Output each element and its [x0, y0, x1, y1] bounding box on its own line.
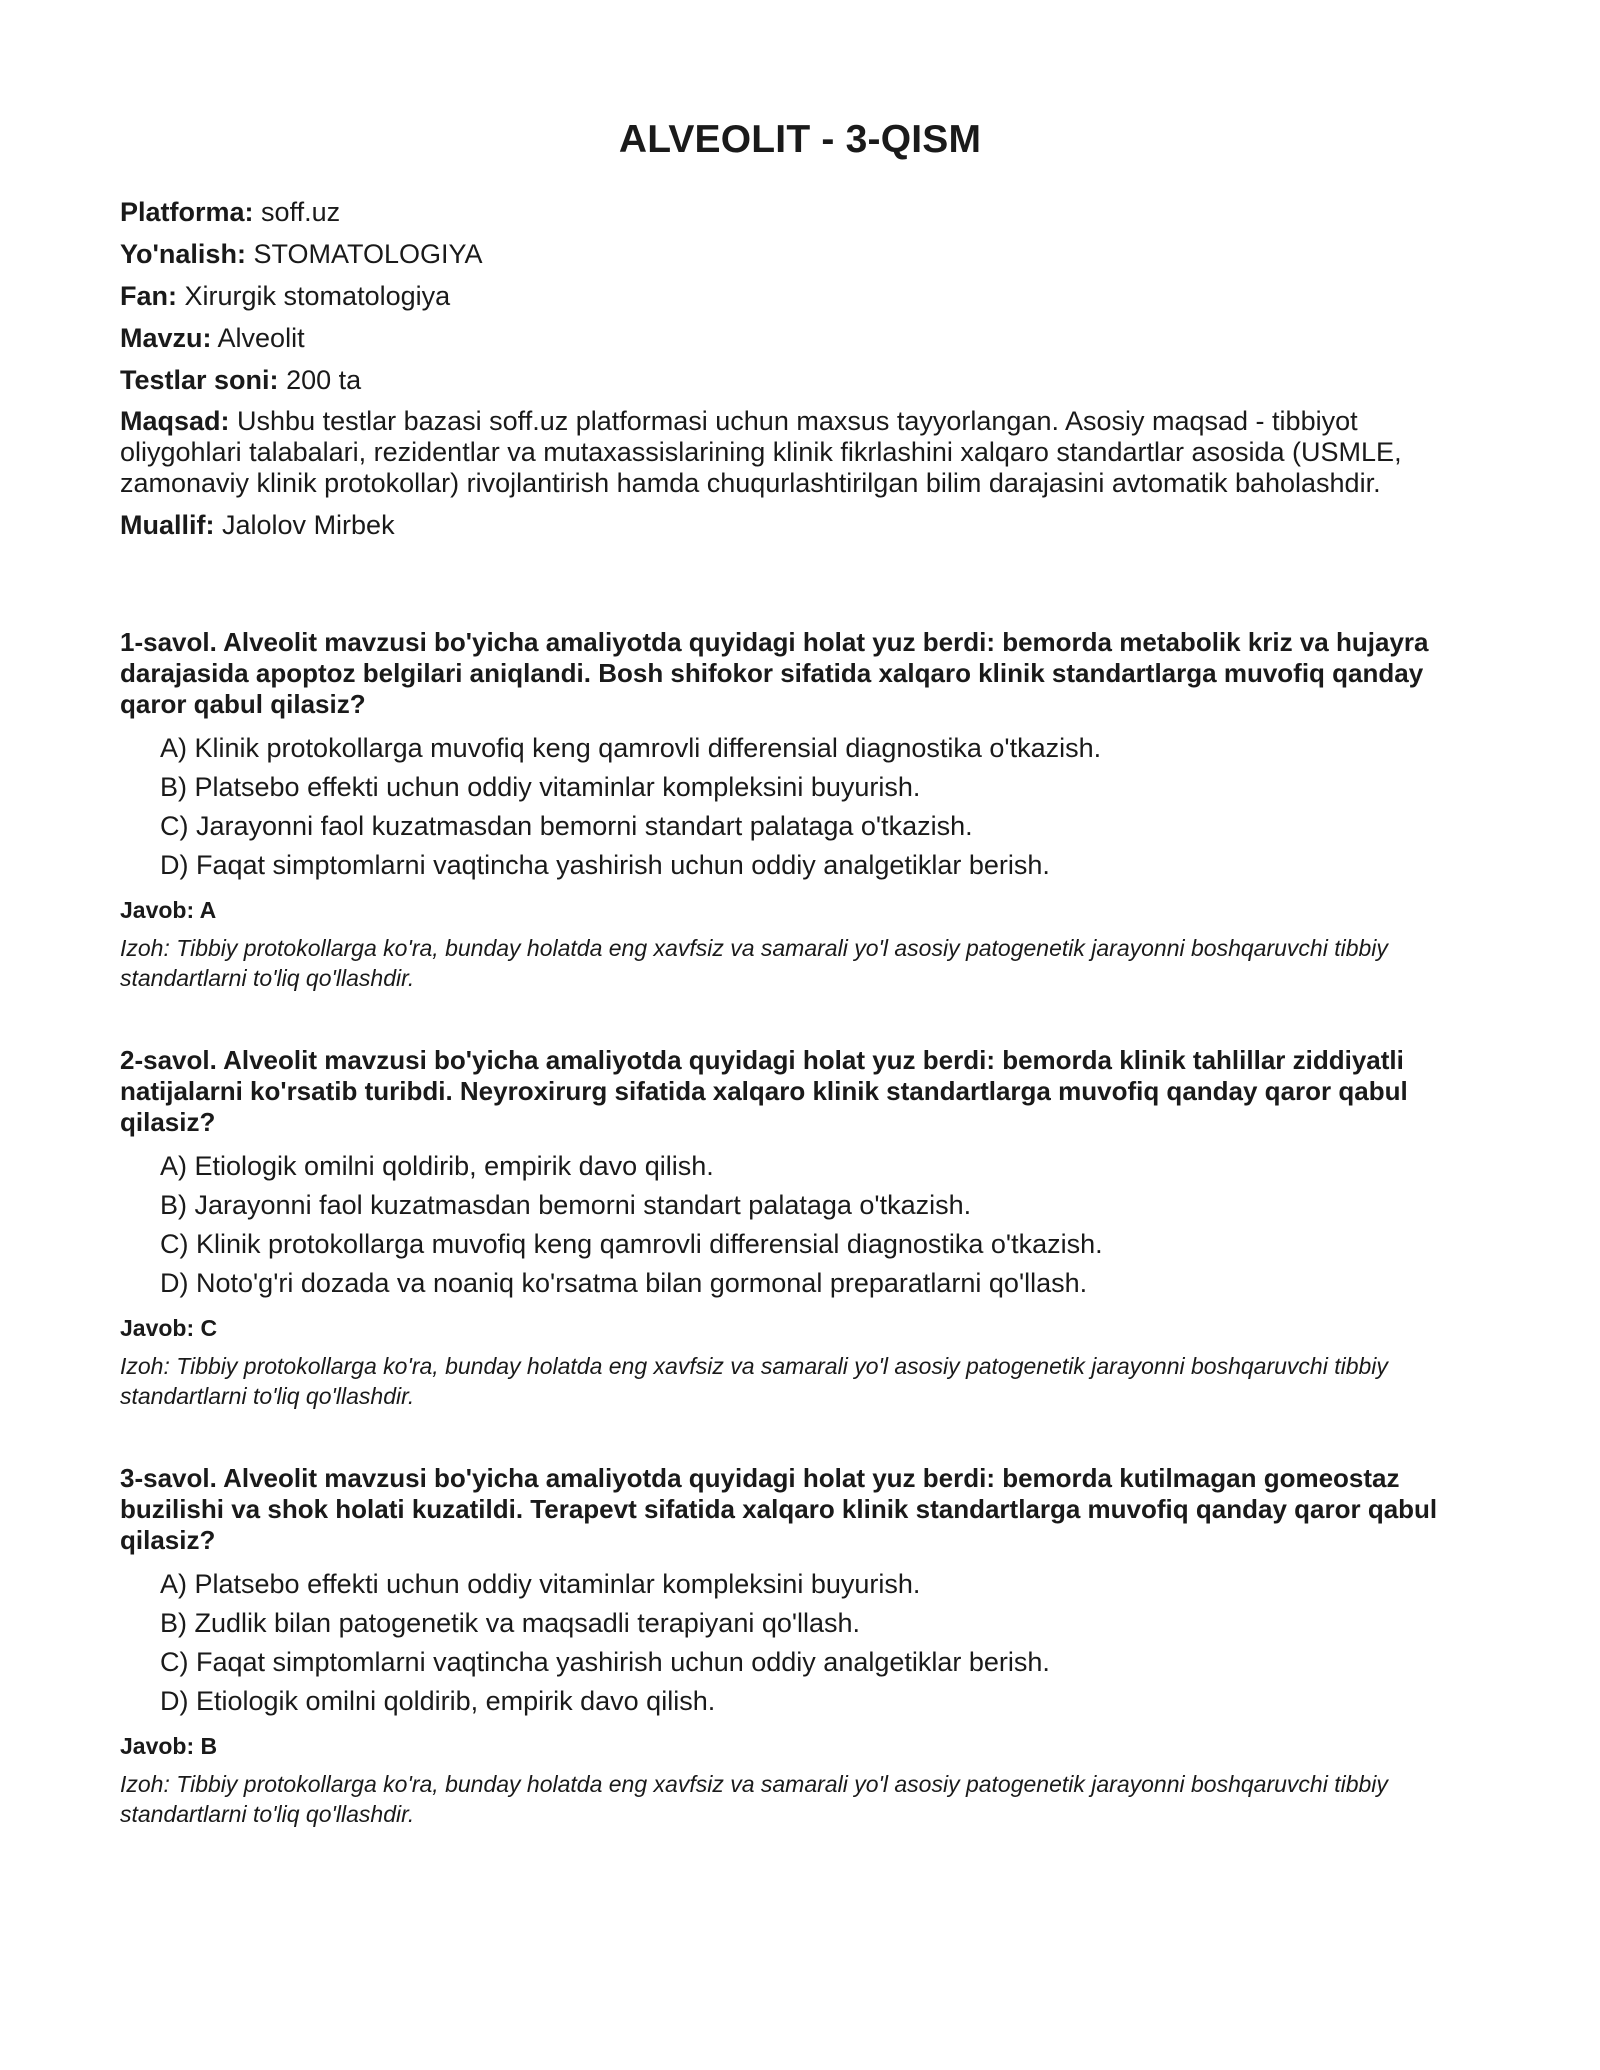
question-item	[120, 1045, 1480, 1411]
question-text: 3-savol. Alveolit mavzusi bo'yicha amaliyotda quyidagi holat yuz berdi: bemorda kutilmagan gomeostaz buzilishi va shok holati kuzatildi. Terapevt sifatida xalqaro klinik standartlarga muvofiq qanday qaror qabul qilasiz?	[120, 1463, 1438, 1555]
meta-key: Fan:	[120, 281, 177, 311]
meta-key: Muallif:	[120, 510, 215, 540]
answer-options	[120, 1568, 1480, 1717]
option-b: B) Jarayonni faol kuzatmasdan bemorni standart palataga o'tkazish.	[160, 1190, 972, 1220]
meta-value: STOMATOLOGIYA	[253, 239, 483, 269]
option-d: D) Noto'g'ri dozada va noaniq ko'rsatma bilan gormonal preparatlarni qo'llash.	[160, 1268, 1088, 1298]
meta-value: Alveolit	[217, 323, 305, 353]
option-d: D) Faqat simptomlarni vaqtincha yashirish uchun oddiy analgetiklar berish.	[160, 850, 1050, 880]
correct-answer: Javob: B	[120, 1733, 218, 1759]
option-b: B) Zudlik bilan patogenetik va maqsadli terapiyani qo'llash.	[160, 1608, 861, 1638]
option-c: C) Faqat simptomlarni vaqtincha yashirish uchun oddiy analgetiklar berish.	[160, 1647, 1050, 1677]
option-a: A) Etiologik omilni qoldirib, empirik davo qilish.	[160, 1151, 714, 1181]
question-text: 2-savol. Alveolit mavzusi bo'yicha amaliyotda quyidagi holat yuz berdi: bemorda klinik tahlillar ziddiyatli natijalarni ko'rsatib turibdi. Neyroxirurg sifatida xalqaro klinik standartlarga muvofiq qanday qaror qabul qilasiz?	[120, 1045, 1408, 1137]
answer-explanation: Izoh: Tibbiy protokollarga ko'ra, bunday holatda eng xavfsiz va samarali yo'l asosiy patogenetik jarayonni boshqaruvchi tibbiy standartlarni to'liq qo'llashdir.	[120, 1353, 1388, 1409]
meta-platform	[120, 196, 1480, 228]
answer-options	[120, 1150, 1480, 1299]
answer-explanation: Izoh: Tibbiy protokollarga ko'ra, bunday holatda eng xavfsiz va samarali yo'l asosiy patogenetik jarayonni boshqaruvchi tibbiy standartlarni to'liq qo'llashdir.	[120, 935, 1388, 991]
meta-value: Xirurgik stomatologiya	[184, 281, 451, 311]
option-c: C) Klinik protokollarga muvofiq keng qamrovli differensial diagnostika o'tkazish.	[160, 1229, 1103, 1259]
meta-key: Maqsad:	[120, 406, 230, 436]
meta-key: Yo'nalish:	[120, 239, 246, 269]
question-text: 1-savol. Alveolit mavzusi bo'yicha amaliyotda quyidagi holat yuz berdi: bemorda metabolik kriz va hujayra darajasida apoptoz belgilari aniqlandi. Bosh shifokor sifatida xalqaro klinik standartlarga muvofiq qanday qaror qabul qilasiz?	[120, 627, 1429, 719]
meta-key: Mavzu:	[120, 323, 212, 353]
option-d: D) Etiologik omilni qoldirib, empirik davo qilish.	[160, 1686, 716, 1716]
option-c: C) Jarayonni faol kuzatmasdan bemorni standart palataga o'tkazish.	[160, 811, 973, 841]
option-a: A) Platsebo effekti uchun oddiy vitaminlar kompleksini buyurish.	[160, 1569, 921, 1599]
questions-list	[120, 627, 1480, 1829]
meta-test-count	[120, 364, 1480, 396]
meta-subject	[120, 280, 1480, 312]
meta-direction	[120, 238, 1480, 270]
option-b: B) Platsebo effekti uchun oddiy vitaminlar kompleksini buyurish.	[160, 772, 921, 802]
meta-key: Testlar soni:	[120, 365, 279, 395]
question-item	[120, 627, 1480, 993]
document-title: ALVEOLIT - 3-QISM	[618, 118, 982, 161]
meta-purpose	[120, 406, 1480, 499]
meta-value: Ushbu testlar bazasi soff.uz platformasi uchun maxsus tayyorlangan. Asosiy maqsad - tibbiyot oliygohlari talabalari, rezidentlar va mutaxassislarining klinik fikrlashini xalqaro standartlar asosida (USMLE, zamonaviy klinik protokollar) rivojlantirish hamda chuqurlashtirilgan bilim darajasini avtomatik baholashdir.	[120, 406, 1402, 498]
meta-value: Jalolov Mirbek	[222, 510, 395, 540]
correct-answer: Javob: A	[120, 897, 217, 923]
meta-value: soff.uz	[261, 197, 341, 227]
option-a: A) Klinik protokollarga muvofiq keng qamrovli differensial diagnostika o'tkazish.	[160, 733, 1102, 763]
meta-topic	[120, 322, 1480, 354]
meta-author	[120, 509, 1480, 541]
answer-explanation: Izoh: Tibbiy protokollarga ko'ra, bunday holatda eng xavfsiz va samarali yo'l asosiy patogenetik jarayonni boshqaruvchi tibbiy standartlarni to'liq qo'llashdir.	[120, 1771, 1388, 1827]
document-metadata	[120, 196, 1480, 541]
meta-value: 200 ta	[286, 365, 362, 395]
answer-options	[120, 732, 1480, 881]
question-item	[120, 1463, 1480, 1829]
correct-answer: Javob: C	[120, 1315, 218, 1341]
meta-key: Platforma:	[120, 197, 254, 227]
